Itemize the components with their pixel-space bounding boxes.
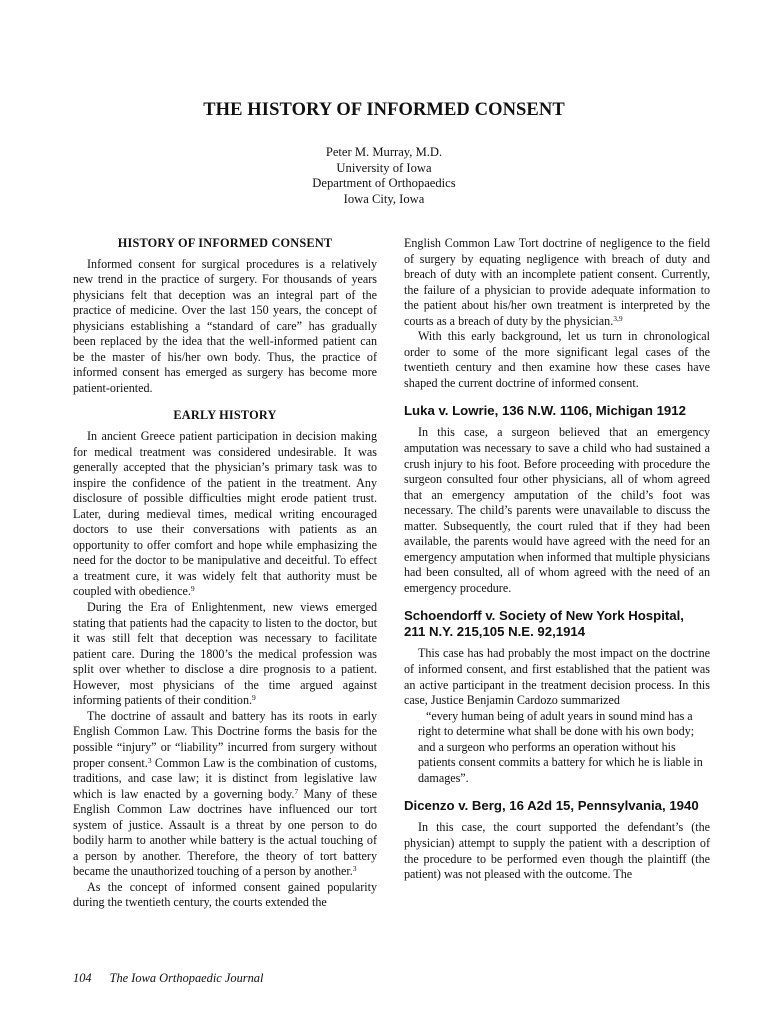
left-column bbox=[73, 236, 377, 911]
citation-ref: 3,9 bbox=[613, 313, 623, 323]
page-footer bbox=[73, 971, 263, 986]
paragraph: In this case, a surgeon believed that an emergency amputation was necessary to save a child who had sustained a crush injury to his foot. Before proceeding with procedure the surgeon consulted four other physicians, all of whom agreed that an emergency amputation of the child’s foot was necessary. The child’s parents were unavailable to discuss the matter. Subsequently, the court ruled that if they had been available, the parents would have agreed with the need for an emergency amputation when informed that multiple physicians had been consulted, all of whom agreed with the need of an emergency procedure. bbox=[404, 425, 710, 595]
page-title: THE HISTORY OF INFORMED CONSENT bbox=[203, 100, 565, 120]
case-heading-dicenzo-v-berg: Dicenzo v. Berg, 16 A2d 15, Pennsylvania, 1940 bbox=[404, 798, 699, 814]
author-name: Peter M. Murray, M.D. bbox=[325, 145, 443, 159]
paragraph: In this case, the court supported the defendant’s (the physician) attempt to supply the patient with a description of the procedure to be performed even though the plaintiff (the patient) was not pleased with the outcome. The bbox=[404, 820, 710, 882]
case-heading-schoendorff bbox=[404, 608, 710, 640]
cardozo-quote: “every human being of adult years in sound mind has a right to determine what shall be done with his own body; and a surgeon who performs an operation without his patients consent commits a battery for which he is liable in damages”. bbox=[418, 708, 703, 785]
case-heading-line: Schoendorff v. Society of New York Hospital, bbox=[404, 608, 684, 624]
paragraph: Informed consent for surgical procedures is a relatively new trend in the practice of surgery. For thousands of years physicians felt that deception was an integral part of the practice of medicine. Over the last 150 years, the concept of physicians establishing a “standard of care” has gradually been replaced by the idea that the well-informed patient can be the master of his/her own body. Thus, the practice of informed consent has emerged as surgery has become more patient-oriented. bbox=[73, 256, 377, 395]
author-institution: University of Iowa bbox=[336, 160, 432, 175]
paragraph: This case has had probably the most impact on the doctrine of informed consent, and first established that the patient was an active participant in the treatment decision process. In this case, Justice Benjamin Cardozo summarized bbox=[404, 646, 710, 708]
case-heading-line: 211 N.Y. 215,105 N.E. 92,1914 bbox=[404, 624, 586, 640]
right-column bbox=[404, 236, 710, 883]
page-number: 104 bbox=[73, 971, 92, 985]
author-department: Department of Orthopaedics bbox=[312, 176, 456, 191]
citation-ref: 7 bbox=[294, 786, 299, 796]
author-block bbox=[0, 145, 768, 207]
author-location: Iowa City, Iowa bbox=[343, 191, 425, 206]
paragraph: English Common Law Tort doctrine of negligence to the field of surgery by equating negligence with breach of duty and breach of duty with an incomplete patient consent. Currently, the failure of a physician to provide adequate information to the patient about his/her own treatment is interpreted by the courts as a breach of duty by the physician.$^{3,9}$ bbox=[404, 236, 710, 328]
journal-name: The Iowa Orthopaedic Journal bbox=[109, 971, 264, 985]
paragraph: During the Era of Enlightenment, new views emerged stating that patients had the capacity to listen to the doctor, but it was still felt that deception was necessary to facilitate patient care. During the 1800’s the medical profession was split over whether to disclose a dire prognosis to a patient. However, most physicians of the time argued against informing patients of their condition.$^9$ bbox=[73, 600, 377, 708]
citation-ref: 3 bbox=[147, 755, 152, 765]
case-heading-luka-v-lowrie: Luka v. Lowrie, 136 N.W. 1106, Michigan 1912 bbox=[404, 403, 686, 419]
section-heading-history: HISTORY OF INFORMED CONSENT bbox=[117, 236, 333, 250]
paragraph: With this early background, let us turn in chronological order to some of the more significant legal cases of the twentieth century and then examine how these cases have shaped the current doctrine of informed consent. bbox=[404, 329, 710, 390]
citation-ref: 3 bbox=[352, 864, 357, 874]
citation-ref: 9 bbox=[190, 584, 195, 594]
paragraph: As the concept of informed consent gained popularity during the twentieth century, the courts extended the bbox=[73, 879, 377, 910]
citation-ref: 9 bbox=[252, 693, 256, 703]
section-heading-early-history: EARLY HISTORY bbox=[173, 408, 277, 423]
paragraph: In ancient Greece patient participation in decision making for medical treatment was considered undesirable. It was generally accepted that the physician’s primary task was to inspire the confidence of the patient in the treatment. Any disclosure of possible difficulties might erode patient trust. Later, during medieval times, medical writing encouraged doctors to use their conversations with patients as an opportunity to offer comfort and hope while emphasizing the need for the doctor to be manipulative and deceitful. To effect a treatment cure, it was widely felt that authority must be coupled with obedience.$^9$ bbox=[73, 429, 377, 599]
paragraph: The doctrine of assault and battery has its roots in early English Common Law. This Doctrine forms the basis for the possible “injury” or “liability” incurred from surgery without proper consent.$^3$ Common Law is the combination of customs, traditions, and case law; it is distinct from legislative law which is law enacted by a governing body.$^7$ Many of these English Common Law doctrines have influenced our tort system of justice. Assault is a threat by one person to do bodily harm to another while battery is the actual touching of a person by another. Therefore, the theory of tort battery became the unauthorized touching of a person by another.$^3$ bbox=[73, 708, 377, 879]
